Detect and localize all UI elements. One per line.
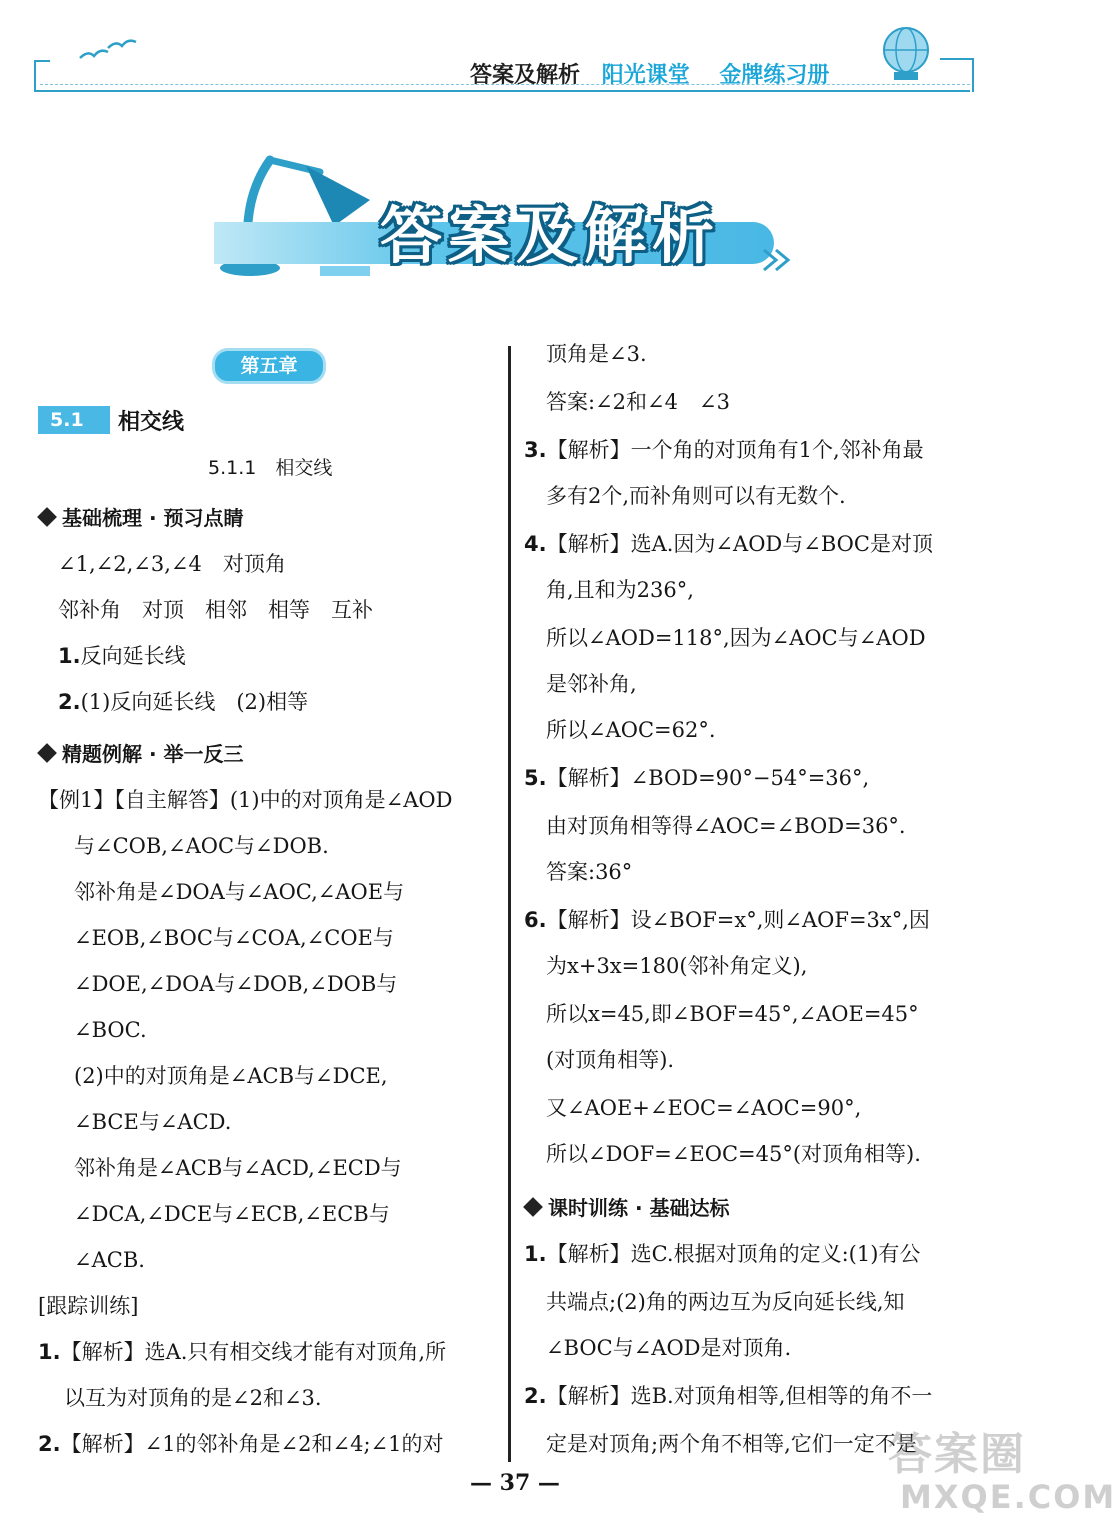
list-item <box>524 764 869 792</box>
item-text: 【解析】∠1的邻补角是∠2和∠4;∠1的对 <box>60 1432 444 1456</box>
heading-text: 课时训练 · 基础达标 <box>548 1196 730 1220</box>
header-text <box>470 58 829 89</box>
subsection-title: 5.1.1 相交线 <box>208 457 333 479</box>
page-number: — 37 — <box>470 1470 560 1496</box>
banner-chevrons-icon <box>760 246 800 276</box>
heading-practice <box>526 1192 730 1221</box>
text-line: 所以∠DOF=∠EOC=45°(对顶角相等). <box>546 1142 921 1166</box>
item-text: 【解析】∠BOD=90°−54°=36°, <box>546 766 870 790</box>
watermark-line1: 答案圈 <box>888 1429 1026 1480</box>
text-line: 所以x=45,即∠BOF=45°,∠AOE=45° <box>546 1002 919 1026</box>
list-item <box>38 1338 446 1366</box>
heading-text: 基础梳理 · 预习点睛 <box>62 506 244 530</box>
text-line: ∠BCE与∠ACD. <box>74 1110 232 1134</box>
heading-basics <box>40 502 244 531</box>
text-line: ∠BOC与∠AOD是对顶角. <box>546 1336 792 1360</box>
text-line: ∠DCA,∠DCE与∠ECB,∠ECB与 <box>74 1202 390 1226</box>
item-number: 1. <box>38 1340 61 1364</box>
text-line: 顶角是∠3. <box>546 342 647 366</box>
text-line: 所以∠AOD=118°,因为∠AOC与∠AOD <box>546 626 926 650</box>
text-line: 答案:∠2和∠4 ∠3 <box>546 390 730 414</box>
text-line: ∠DOE,∠DOA与∠DOB,∠DOB与 <box>74 972 398 996</box>
text-line: ∠BOC. <box>74 1018 147 1042</box>
diamond-icon <box>37 507 57 527</box>
item-number: 2. <box>38 1432 61 1456</box>
item-text: 【解析】选A.只有相交线才能有对顶角,所 <box>60 1340 447 1364</box>
list-item <box>38 1430 444 1458</box>
header-book: 金牌练习册 <box>719 62 830 88</box>
watermark-logo <box>888 1418 1116 1524</box>
diamond-icon <box>523 1197 543 1217</box>
item-number: 1. <box>524 1242 547 1266</box>
chapter-tag: 第五章 <box>212 348 326 384</box>
column-divider <box>508 346 511 1462</box>
text-line: 又∠AOE+∠EOC=∠AOC=90°, <box>546 1096 862 1120</box>
text-line: [跟踪训练] <box>38 1294 139 1318</box>
text-line: 邻补角是∠DOA与∠AOC,∠AOE与 <box>74 880 405 904</box>
text-line: 由对顶角相等得∠AOC=∠BOD=36°. <box>546 814 906 838</box>
diamond-icon <box>37 743 57 763</box>
list-item <box>524 436 924 464</box>
header-title: 答案及解析 <box>470 63 581 88</box>
item-number: 6. <box>524 908 547 932</box>
text-line: 为x+3x=180(邻补角定义), <box>546 954 808 978</box>
text-line: 角,且和为236°, <box>546 578 694 602</box>
text-line: 邻补角是∠ACB与∠ACD,∠ECD与 <box>74 1156 402 1180</box>
item-text: 反向延长线 <box>80 644 186 668</box>
list-item <box>58 688 308 716</box>
watermark-line2: MXQE.COM <box>900 1478 1116 1516</box>
heading-text: 精题例解 · 举一反三 <box>62 742 244 766</box>
item-text: 【解析】选C.根据对顶角的定义:(1)有公 <box>546 1242 921 1266</box>
text-line: 与∠COB,∠AOC与∠DOB. <box>74 834 329 858</box>
header-corner-left <box>34 60 50 92</box>
item-text: (1)反向延长线 (2)相等 <box>80 690 309 714</box>
text-line: 邻补角 对顶 相邻 相等 互补 <box>58 598 373 622</box>
text-line: 所以∠AOC=62°. <box>546 718 716 742</box>
text-line: 是邻补角, <box>546 672 637 696</box>
item-number: 3. <box>524 438 547 462</box>
text-line: ∠1,∠2,∠3,∠4 对顶角 <box>58 552 286 576</box>
item-number: 2. <box>524 1384 547 1408</box>
header-rule <box>34 90 970 92</box>
section-arrow-icon <box>96 406 110 434</box>
birds-icon <box>78 36 138 66</box>
text-line: 答案:36° <box>546 860 633 884</box>
item-text: 【解析】选A.因为∠AOD与∠BOC是对顶 <box>546 532 933 556</box>
item-number: 4. <box>524 532 547 556</box>
text-line: 【例1】【自主解答】(1)中的对顶角是∠AOD <box>38 788 453 812</box>
item-number: 2. <box>58 690 81 714</box>
text-line: (对顶角相等). <box>546 1048 675 1072</box>
item-text: 【解析】设∠BOF=x°,则∠AOF=3x°,因 <box>546 908 930 932</box>
list-item <box>524 906 930 934</box>
text-line: (2)中的对顶角是∠ACB与∠DCE, <box>74 1064 388 1088</box>
list-item <box>524 530 933 558</box>
list-item <box>524 1382 932 1410</box>
header-series: 阳光课堂 <box>601 62 690 88</box>
list-item <box>58 642 186 670</box>
header-corner-right <box>940 58 974 92</box>
text-line: 定是对顶角;两个角不相等,它们一定不是 <box>546 1432 917 1456</box>
item-text: 【解析】一个角的对顶角有1个,邻补角最 <box>546 438 924 462</box>
item-text: 【解析】选B.对顶角相等,但相等的角不一 <box>546 1384 933 1408</box>
text-line: ∠ACB. <box>74 1248 145 1272</box>
globe-icon <box>866 20 942 84</box>
section-number: 5.1 <box>38 406 110 434</box>
text-line: 以互为对顶角的是∠2和∠3. <box>64 1386 322 1410</box>
text-line: 多有2个,而补角则可以有无数个. <box>546 484 846 508</box>
section-title: 相交线 <box>118 410 185 435</box>
banner-title: 答案及解析 <box>380 199 721 272</box>
text-line: 共端点;(2)角的两边互为反向延长线,知 <box>546 1290 905 1314</box>
list-item <box>524 1240 920 1268</box>
heading-examples <box>40 738 244 767</box>
text-line: ∠EOB,∠BOC与∠COA,∠COE与 <box>74 926 394 950</box>
item-number: 5. <box>524 766 547 790</box>
item-number: 1. <box>58 644 81 668</box>
